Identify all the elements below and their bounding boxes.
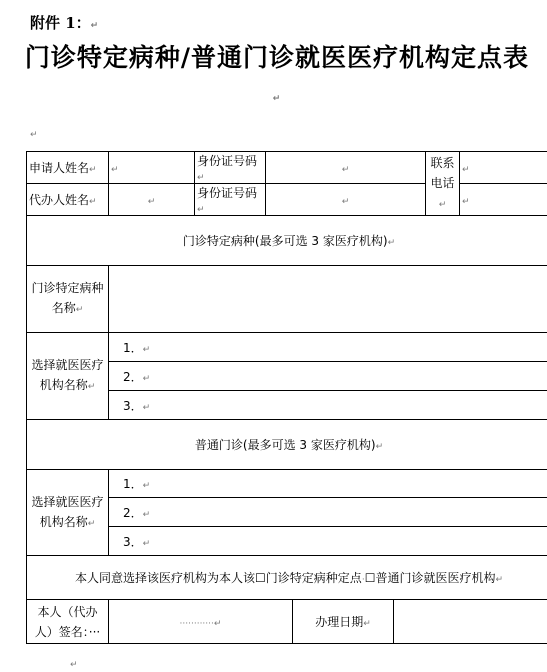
signature-field[interactable]: ············↵: [109, 600, 293, 644]
special-institution-3[interactable]: 3．↵: [109, 391, 547, 420]
special-disease-field[interactable]: [109, 266, 547, 333]
agent-name-label: 代办人姓名↵: [27, 184, 109, 216]
special-institution-1[interactable]: 1．↵: [109, 333, 547, 362]
page-title: 门诊特定病种/普通门诊就医医疗机构定点表↵: [24, 43, 530, 104]
applicant-name-field[interactable]: ↵: [109, 152, 195, 184]
general-header-cell: 普通门诊(最多可选 3 家医疗机构)↵: [27, 420, 547, 470]
general-section-header: [27, 420, 547, 470]
applicant-id-field[interactable]: ↵: [266, 152, 426, 184]
special-institution-2[interactable]: 2．↵: [109, 362, 547, 391]
agent-id-label: 身份证号码↵: [195, 184, 266, 216]
special-disease-label: 门诊特定病种名称↵: [27, 266, 109, 333]
signature-label: 本人（代办人）签名：···: [27, 600, 109, 644]
special-section-header: [27, 216, 547, 266]
date-field[interactable]: [394, 600, 547, 644]
applicant-name-label: 申请人姓名↵: [27, 152, 109, 184]
applicant-id-label: 身份证号码↵: [195, 152, 266, 184]
consent-option-general: 普通门诊就医医疗机构: [375, 571, 496, 585]
agent-name-field[interactable]: ↵: [109, 184, 195, 216]
attachment-label: 附件 1：↵: [30, 14, 99, 32]
agent-id-field[interactable]: ↵: [266, 184, 426, 216]
paragraph-mark: ↵: [30, 130, 38, 140]
checkbox-special[interactable]: ☐: [255, 571, 266, 585]
registration-form-table: [26, 151, 547, 644]
general-institution-1[interactable]: 1．↵: [109, 470, 547, 498]
phone-label: 联系电话↵: [426, 152, 460, 216]
consent-option-special: 门诊特定病种定点: [265, 571, 362, 585]
special-header-cell: 门诊特定病种(最多可选 3 家医疗机构)↵: [27, 216, 547, 266]
applicant-phone-field[interactable]: ↵: [460, 152, 547, 184]
general-institution-2[interactable]: 2．↵: [109, 498, 547, 527]
paragraph-mark: ↵: [70, 660, 78, 670]
general-institution-3[interactable]: 3．↵: [109, 527, 547, 556]
agent-phone-field[interactable]: ↵: [460, 184, 547, 216]
date-label: 办理日期↵: [293, 600, 394, 644]
special-institution-label: 选择就医医疗机构名称↵: [27, 333, 109, 420]
consent-text: 本人同意选择该医疗机构为本人该: [75, 571, 256, 585]
special-disease-row: [27, 266, 547, 333]
agent-row: [27, 184, 547, 216]
checkbox-general[interactable]: ☐: [364, 571, 376, 585]
applicant-row: [27, 152, 547, 184]
general-institution-label: 选择就医医疗机构名称↵: [27, 470, 109, 556]
general-institution-row: [27, 470, 547, 498]
consent-row: [27, 556, 547, 600]
special-institution-row: [27, 333, 547, 362]
consent-cell: 本人同意选择该医疗机构为本人该☐门诊特定病种定点·☐普通门诊就医医疗机构↵: [27, 556, 547, 600]
signature-row: [27, 600, 547, 644]
